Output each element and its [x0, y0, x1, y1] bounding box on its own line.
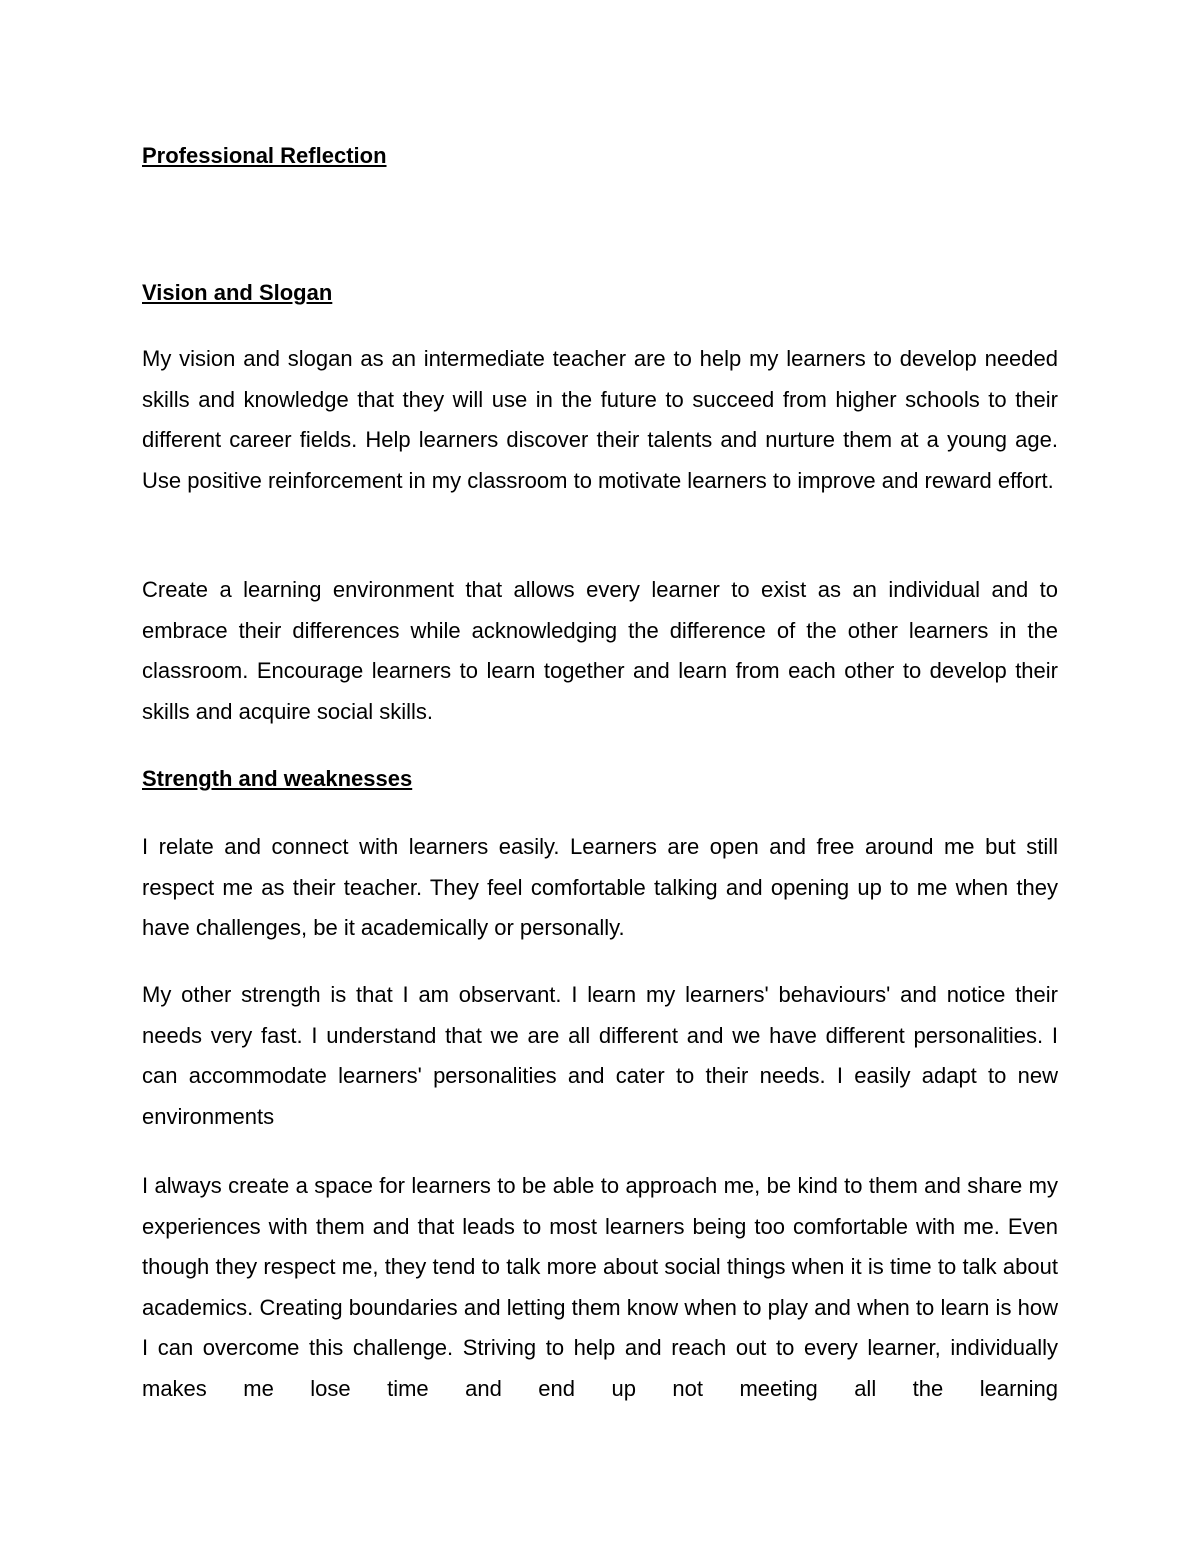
paragraph-strengths-2: My other strength is that I am observant. I learn my learners' behaviours' and notice their needs very fast. I understand that we are all different and we have different personalities. I can accommodate learners' personalities and cater to their needs. I easily adapt to new environments [142, 982, 1058, 1129]
section-heading-strengths: Strength and weaknesses [142, 766, 413, 791]
section-heading-vision: Vision and Slogan [142, 280, 333, 305]
paragraph-vision-2: Create a learning environment that allows every learner to exist as an individual and to embrace their differences while acknowledging the difference of the other learners in the classroom. Encourage learners to learn together and learn from each other to develop their skills and acquire social skills. [142, 577, 1058, 724]
paragraph-vision-1: My vision and slogan as an intermediate teacher are to help my learners to develop needed skills and knowledge that they will use in the future to succeed from higher schools to their different career fields. Help learners discover their talents and nurture them at a young age. Use positive reinforcement in my classroom to motivate learners to improve and reward effort. [142, 346, 1058, 493]
paragraph-strengths-3: I always create a space for learners to be able to approach me, be kind to them and share my experiences with them and that leads to most learners being too comfortable with me. Even though they respect me, they tend to talk more about social things when it is time to talk about academics. Creating boundaries and letting them know when to play and when to learn is how I can overcome this challenge. Striving to help and reach out to every learner, individually makes me lose time and end up not meeting all the learning [142, 1173, 1058, 1401]
document-page [142, 0, 1058, 1553]
page-title: Professional Reflection [142, 143, 387, 168]
paragraph-strengths-1: I relate and connect with learners easily. Learners are open and free around me but still respect me as their teacher. They feel comfortable talking and opening up to me when they have challenges, be it academically or personally. [142, 834, 1058, 941]
